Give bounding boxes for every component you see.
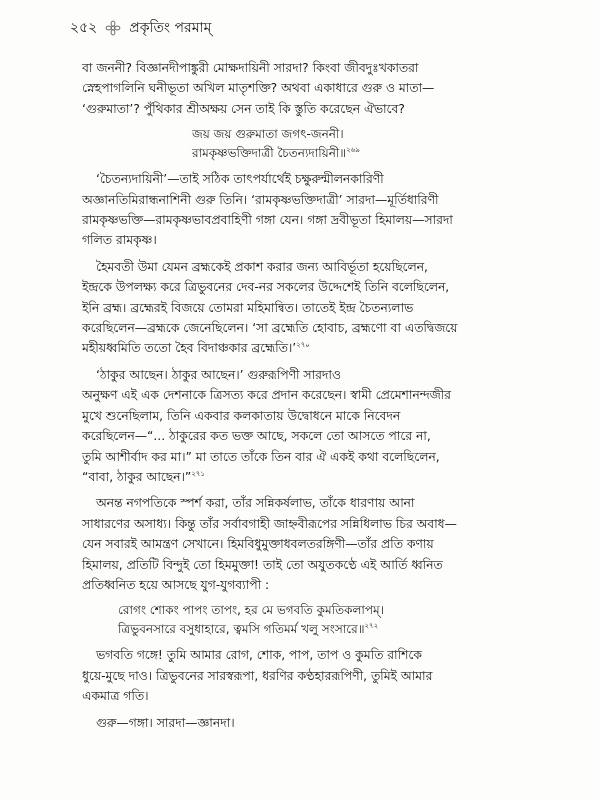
text-line: ধুয়ে-মুছে দাও। ত্রিভুবনের সারস্বরূপা, ধরণির কণ্ঠহাররূপিণী, তুমিই আমার [82,668,433,683]
footnote-ref: ২৭২ [364,622,379,631]
paragraph-5 [82,493,528,595]
text-line: প্রতিধ্বনিত হয়ে আসছে যুগ-যুগব্যাপী : [82,577,270,592]
paragraph-2 [82,169,528,251]
text-line: হৈমবতী উমা যেমন ব্রহ্মকেই প্রকাশ করার জন্য আবির্ভূতা হয়েছিলেন, [96,259,428,274]
text-line: হিমালয়, প্রতিটি বিন্দুই তো হিমমুক্তা! তাই তো অযুতকণ্ঠে এই আর্তি ধ্বনিত [82,557,443,572]
text-line: অনুক্ষণ এই এক দেশনাকে ত্রিসত্য করে প্রদান করেছেন। স্বামী প্রেমেশানন্দজীর [82,388,451,403]
text-line: রামকৃষ্ণভক্তি—রামকৃষ্ণভাবপ্রবাহিণী গঙ্গা যেন। গঙ্গা দ্রবীভূতা হিমালয়—সারদা [82,213,453,228]
text-line: একমাত্র গতি। [82,689,149,704]
text-line: অজ্ঞানতিমিরান্ধনাশিনী গুরু তিনি। ‘রামকৃষ্ণভক্তিদাত্রী’ সারদা—মূর্তিধারিণী [82,192,439,207]
flower-ornament-icon [105,20,121,36]
text-line: ইন্দ্রকে উপলক্ষ্য করে ত্রিভুবনের দেব-নর সকলের উদ্দেশেই তিনি বলেছিলেন, [82,280,450,295]
text-line: বা জননী? বিজ্ঞানদীপাঙ্কুরী মোক্ষদায়িনী সারদা? কিংবা জীবদুঃখকাতরা [82,61,419,75]
verse-1 [82,125,528,163]
footnote-ref: ২৭০ [296,341,310,350]
running-head [70,16,211,40]
text-line [82,338,528,358]
text-line [82,467,528,487]
verse-line: রোগং শোকং পাপং তাপং, হর মে ভগবতি কুমতিকলাপম্। [118,603,385,618]
footnote-ref: ২৬৯ [346,146,360,155]
text-line: মুখে শুনেছিলাম, তিনি একবার কলকাতায় উদ্বোধনে মাকে নিবেদন [82,408,401,423]
paragraph-4 [82,365,528,487]
verse-line: জয় জয় গুরুমাতা জগৎ-জননী। [192,127,344,142]
paragraph-7 [82,713,528,733]
text-line: ‘ঠাকুর আছেন। ঠাকুর আছেন।’ গুরুরূপিণী সারদাও [96,367,341,382]
text-line: অনন্ত নগপতিকে স্পর্শ করা, তাঁর সন্নিকর্ষলাভ, তাঁকে ধারণায় আনা [96,496,415,511]
text-line: ইনি ব্রহ্ম। ব্রহ্মেরই বিজয়ে তোমরা মহিমান্বিত। তাতেই ইন্দ্র চৈতন্যলাভ [82,300,414,315]
verse-text: রামকৃষ্ণভক্তিদাত্রী চৈতন্যদায়িনী॥ [192,146,347,161]
footnote-ref: ২৭১ [191,469,205,478]
text-line: করেছিলেন—“... ঠাকুরের কত ভক্ত আছে, সকলে তো আসতে পারে না, [82,429,431,444]
text-line: ‘চৈতন্যদায়িনী’—তাই সঠিক তাৎপর্যার্থেই চক্ষুরুন্মীলনকারিণী [96,172,384,187]
text-line: ভগবতি গঙ্গে! তুমি আমার রোগ, শোক, পাপ, তাপ ও কুমতি রাশিকে [96,648,422,663]
text-line: যেন সবারই আমন্ত্রণ সেখানে। হিমবিধুমুক্তাধবলতরঙ্গিণী—তাঁর প্রতি কণায় [82,537,434,552]
text-line: তুমি আশীর্বাদ কর মা।” মা তাতে তাঁকে তিন বার ঐ একই কথা বলেছিলেন, [82,449,440,464]
text-span: মহীয়ধ্বমিতি ততো হৈব বিদাঞ্চকার ব্রহ্মেতি।’ [82,341,297,356]
text-line: সাধারণের অসাধ্য। কিন্তু তাঁর সর্বাবগাহী জাহ্নবীরূপের সন্নিধিলাভ চির অবাধ— [82,516,457,531]
body-text [82,58,528,733]
verse-text: ত্রিভুবনসারে বসুধাহারে, ত্বমসি গতিমর্ম খলু সংসারে॥ [118,622,365,637]
text-line: করেছিলেন—ব্রহ্মকে জেনেছিলেন। ‘সা ব্রহ্মেতি হোবাচ, ব্রহ্মণো বা এতদ্বিজয়ে [82,321,458,336]
paragraph-1 [82,58,528,119]
text-line: গলিত রামকৃষ্ণ। [82,233,157,248]
running-title: প্রকৃতিং পরমাম্ [129,20,212,36]
page-number: ২৫২ [70,20,98,36]
verse-2 [82,601,528,639]
text-line: স্নেহপাগলিনি ঘনীভূতা অখিল মাতৃশক্তি? অথবা একাধারে গুরু ও মাতা— [82,81,435,96]
verse-line [82,620,528,639]
paragraph-3 [82,257,528,359]
text-line: গুরু—গঙ্গা। সারদা—জ্ঞানদা। [96,715,235,730]
text-span: “বাবা, ঠাকুর আছেন।” [82,469,192,484]
text-line: ‘গুরুমাতা’? পুঁথিকার শ্রীঅক্ষয় সেন তাই কি স্তুতি করেছেন ঐভাবে? [82,101,405,116]
verse-line [82,144,528,163]
paragraph-6 [82,645,528,706]
